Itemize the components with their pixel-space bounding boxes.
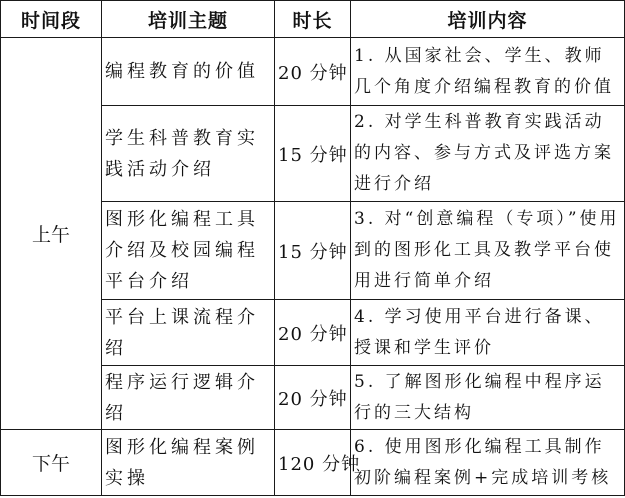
topic-cell: 图形化编程工具介绍及校园编程平台介绍 xyxy=(102,202,275,300)
duration-cell: 20 分钟 xyxy=(275,38,351,106)
duration-cell: 15 分钟 xyxy=(275,202,351,300)
duration-cell: 20 分钟 xyxy=(275,300,351,366)
content-cell: 6. 使用图形化编程工具制作初阶编程案例+完成培训考核 xyxy=(351,430,625,496)
period-morning: 上午 xyxy=(1,38,102,430)
table-row xyxy=(1,38,625,106)
duration-cell: 15 分钟 xyxy=(275,106,351,202)
header-period: 时间段 xyxy=(1,1,102,38)
content-cell: 1. 从国家社会、学生、教师几个角度介绍编程教育的价值 xyxy=(351,38,625,106)
table-row xyxy=(1,430,625,496)
topic-cell: 编程教育的价值 xyxy=(102,38,275,106)
topic-cell: 平台上课流程介绍 xyxy=(102,300,275,366)
period-afternoon: 下午 xyxy=(1,430,102,496)
duration-cell: 20 分钟 xyxy=(275,366,351,430)
header-content: 培训内容 xyxy=(351,1,625,38)
header-duration: 时长 xyxy=(275,1,351,38)
topic-cell: 图形化编程案例实操 xyxy=(102,430,275,496)
topic-cell: 学生科普教育实践活动介绍 xyxy=(102,106,275,202)
content-cell: 4. 学习使用平台进行备课、授课和学生评价 xyxy=(351,300,625,366)
content-cell: 5. 了解图形化编程中程序运行的三大结构 xyxy=(351,366,625,430)
topic-cell: 程序运行逻辑介绍 xyxy=(102,366,275,430)
header-row xyxy=(1,1,625,38)
content-cell: 2. 对学生科普教育实践活动的内容、参与方式及评选方案进行介绍 xyxy=(351,106,625,202)
header-topic: 培训主题 xyxy=(102,1,275,38)
duration-cell: 120 分钟 xyxy=(275,430,351,496)
content-cell: 3. 对“创意编程（专项）”使用到的图形化工具及教学平台使用进行简单介绍 xyxy=(351,202,625,300)
